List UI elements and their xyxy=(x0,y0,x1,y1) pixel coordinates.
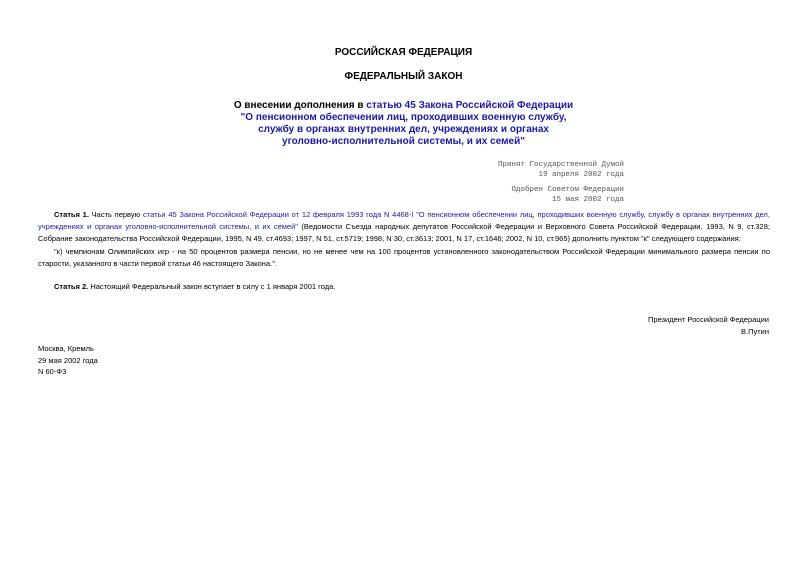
article1-law-link[interactable]: статьи 45 Закона Российской Федерации от 12 февраля 1993 года N 4468-I "О пенсионном обеспечении лиц, проходивших военную службу, службу в органах внутренних дел, учреждениях и органах уголовно-исполнительной системы, и их семей" xyxy=(38,210,770,231)
signature-block xyxy=(648,314,769,338)
article2-text: Настоящий Федеральный закон вступает в силу с 1 января 2001 года. xyxy=(88,282,336,291)
article45-link[interactable]: статью 45 Закона Российской Федерации xyxy=(366,100,574,111)
council-approval xyxy=(511,186,624,205)
signature-name: В.Путин xyxy=(741,327,769,336)
article1-text-after: (Ведомости Съезда народных депутатов Российской Федерации и Верховного Совета Российской Федерации, 1993, N 9, ст.328; Собрание законодательства Российской Федерации, 1995, N 49, ст.4693; 1997, N 51, ст.5719; 1998, N 30, ст.3613; 2001, N 17, ст.1646; 2002, N 10, ст.965) дополнить пунктом "к" следующего содержания: xyxy=(38,222,770,243)
article2-label: Статья 2. xyxy=(54,282,89,291)
law-title-line2[interactable]: "О пенсионном обеспечении лиц, проходивших военную службу, xyxy=(240,112,567,123)
article1-text-before: Часть первую xyxy=(88,210,143,219)
law-title-line1 xyxy=(0,100,807,112)
law-number: N 60-ФЗ xyxy=(38,367,67,376)
article2-paragraph xyxy=(38,281,770,293)
duma-adoption xyxy=(498,161,624,180)
article1-label: Статья 1. xyxy=(54,210,89,219)
council-approval-date: 15 мая 2002 года xyxy=(551,195,624,204)
doc-type-heading: ФЕДЕРАЛЬНЫЙ ЗАКОН xyxy=(344,71,463,82)
council-approval-line1: Одобрен Советом Федерации xyxy=(511,186,624,194)
law-title-line3[interactable]: службу в органах внутренних дел, учреждениях и органах xyxy=(258,124,549,135)
place-date: 29 мая 2002 года xyxy=(38,355,98,365)
article1-quote-text: "к) чемпионам Олимпийских игр - на 50 процентов размера пенсии, но не менее чем на 100 процентов установленного законодательством Российской Федерации минимального размера пенсии по старости, указанного в части первой статьи 46 настоящего Закона.". xyxy=(38,247,770,268)
place-date-block xyxy=(38,343,98,378)
signature-position: Президент Российской Федерации xyxy=(648,315,769,324)
duma-adoption-date: 19 апреля 2002 года xyxy=(538,170,624,179)
law-title-line4[interactable]: уголовно-исполнительной системы, и их семей" xyxy=(282,136,525,147)
duma-adoption-line1: Принят Государственной Думой xyxy=(497,161,624,169)
law-title-prefix: О внесении дополнения в xyxy=(233,100,367,111)
country-heading: РОССИЙСКАЯ ФЕДЕРАЦИЯ xyxy=(334,47,473,58)
law-title xyxy=(0,100,807,148)
article1-quote xyxy=(38,246,770,270)
article1-paragraph xyxy=(38,209,770,245)
place-city: Москва, Кремль xyxy=(38,344,94,353)
